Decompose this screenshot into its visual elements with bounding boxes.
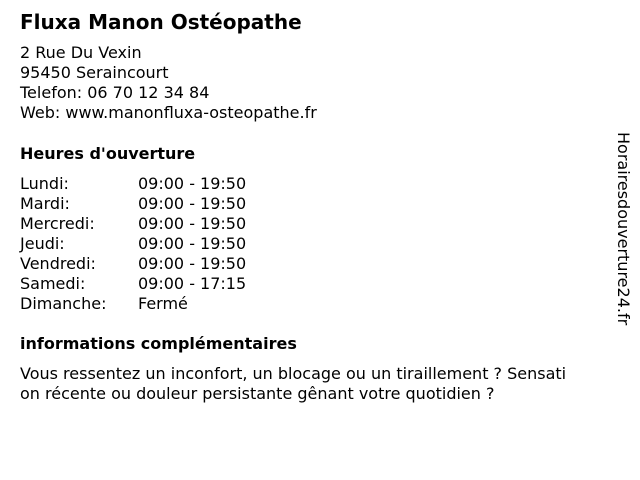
business-name: Fluxa Manon Ostéopathe xyxy=(20,10,302,34)
day-label: Vendredi: xyxy=(20,254,96,273)
hours-value: 09:00 - 17:15 xyxy=(138,274,247,293)
hours-value: 09:00 - 19:50 xyxy=(138,234,247,253)
street-address: 2 Rue Du Vexin xyxy=(20,43,142,62)
info-line: on récente ou douleur persistante gênant votre quotidien ? xyxy=(20,384,495,403)
hours-value: 09:00 - 19:50 xyxy=(138,194,247,213)
city-postal: 95450 Seraincourt xyxy=(20,63,169,82)
watermark-text: Horairesdouverture24.fr xyxy=(614,132,633,326)
hours-row-tuesday xyxy=(20,194,320,214)
hours-row-sunday xyxy=(20,294,320,314)
day-label: Samedi: xyxy=(20,274,86,293)
day-label: Dimanche: xyxy=(20,294,107,313)
hours-table xyxy=(20,174,320,314)
contact-block xyxy=(20,43,317,123)
day-label: Mercredi: xyxy=(20,214,95,233)
hours-row-monday xyxy=(20,174,320,194)
day-label: Lundi: xyxy=(20,174,69,193)
hours-value: 09:00 - 19:50 xyxy=(138,174,247,193)
info-heading: informations complémentaires xyxy=(20,334,297,353)
info-line: Vous ressentez un inconfort, un blocage ou un tiraillement ? Sensati xyxy=(20,364,567,383)
info-description xyxy=(20,364,595,404)
hours-value: Fermé xyxy=(138,294,188,313)
hours-heading: Heures d'ouverture xyxy=(20,144,196,163)
day-label: Mardi: xyxy=(20,194,70,213)
site-watermark xyxy=(612,132,634,346)
day-label: Jeudi: xyxy=(20,234,65,253)
hours-row-saturday xyxy=(20,274,320,294)
hours-value: 09:00 - 19:50 xyxy=(138,214,247,233)
hours-row-wednesday xyxy=(20,214,320,234)
hours-row-thursday xyxy=(20,234,320,254)
website: Web: www.manonfluxa-osteopathe.fr xyxy=(20,103,317,122)
phone-number: Telefon: 06 70 12 34 84 xyxy=(20,83,210,102)
hours-value: 09:00 - 19:50 xyxy=(138,254,247,273)
hours-row-friday xyxy=(20,254,320,274)
